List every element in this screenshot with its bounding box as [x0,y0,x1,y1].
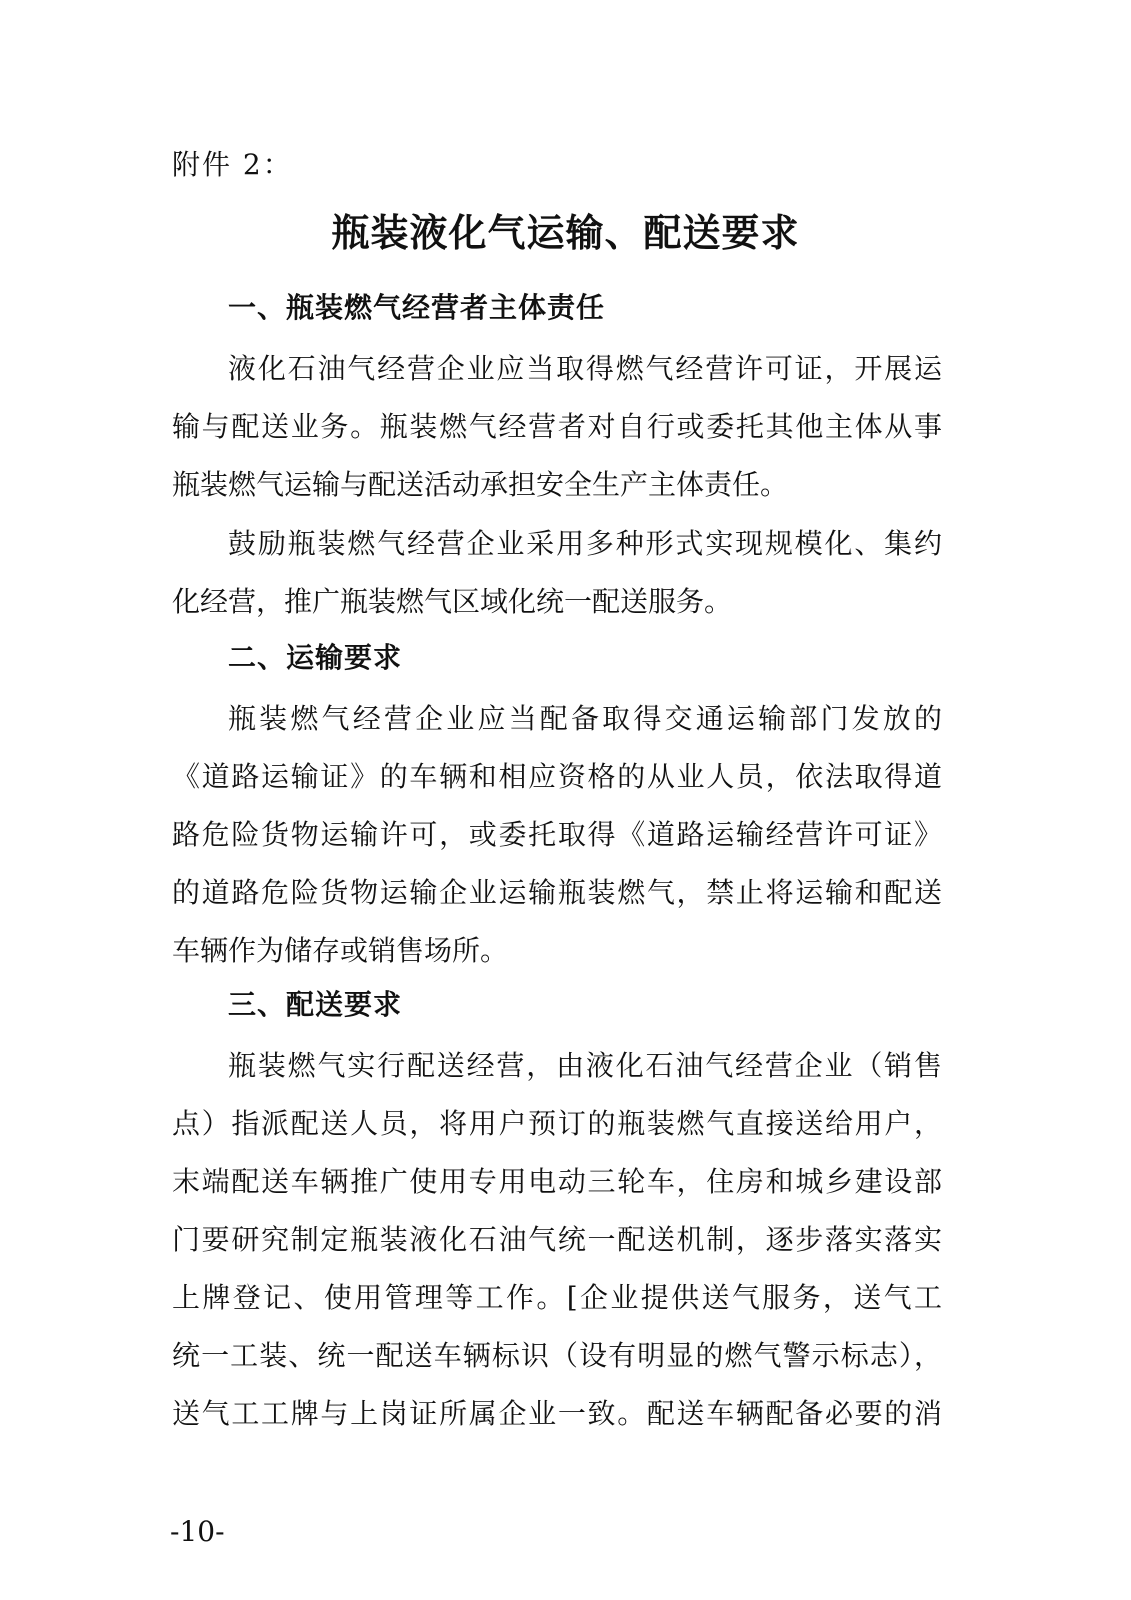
paragraph-line: 路危险货物运输许可，或委托取得《道路运输经营许可证》 [172,818,942,851]
paragraph-line: 液化石油气经营企业应当取得燃气经营许可证，开展运 [228,352,942,385]
paragraph-3-1 [172,1037,942,1443]
paragraph-line: 化经营，推广瓶装燃气区域化统一配送服务。 [172,585,733,618]
paragraph-line: 点）指派配送人员，将用户预订的瓶装燃气直接送给用户， [172,1107,942,1140]
attachment-label: 附件 2： [172,148,293,181]
section-heading-2: 二、运输要求 [228,641,403,674]
paragraph-line: 鼓励瓶装燃气经营企业采用多种形式实现规模化、集约 [228,527,942,560]
paragraph-line: 瓶装燃气运输与配送活动承担安全生产主体责任。 [172,468,789,501]
paragraph-line: 输与配送业务。瓶装燃气经营者对自行或委托其他主体从事 [172,410,942,443]
paragraph-line: 瓶装燃气实行配送经营，由液化石油气经营企业（销售 [228,1049,942,1082]
paragraph-1-2 [172,515,942,631]
paragraph-line: 《道路运输证》的车辆和相应资格的从业人员，依法取得道 [172,760,942,793]
paragraph-line: 瓶装燃气经营企业应当配备取得交通运输部门发放的 [228,702,942,735]
paragraph-line: 门要研究制定瓶装液化石油气统一配送机制，逐步落实落实 [172,1223,942,1256]
paragraph-2-1 [172,690,942,980]
document-title: 瓶装液化气运输、配送要求 [331,211,800,255]
paragraph-line: 车辆作为储存或销售场所。 [172,934,509,967]
section-heading-1: 一、瓶装燃气经营者主体责任 [228,291,606,324]
paragraph-line: 的道路危险货物运输企业运输瓶装燃气，禁止将运输和配送 [172,876,942,909]
paragraph-line: 上牌登记、使用管理等工作。[企业提供送气服务，送气工 [172,1281,942,1314]
paragraph-line: 统一工装、统一配送车辆标识（设有明显的燃气警示标志）， [172,1339,942,1372]
paragraph-1-1 [172,340,942,514]
paragraph-line: 送气工工牌与上岗证所属企业一致。配送车辆配备必要的消 [172,1397,942,1430]
section-heading-3: 三、配送要求 [228,988,403,1021]
page-number: -10- [170,1515,225,1548]
paragraph-line: 末端配送车辆推广使用专用电动三轮车，住房和城乡建设部 [172,1165,942,1198]
